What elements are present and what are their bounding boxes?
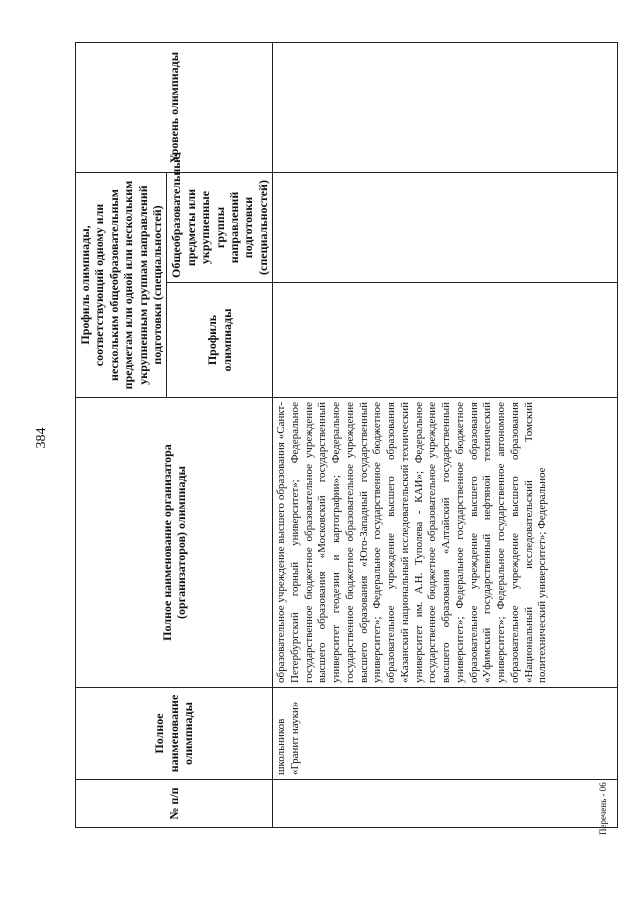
header-subjects: Общеобразовательные предметы или укрупненные группы направлений подготовки (специальностей) [167, 173, 273, 283]
header-profile-group: Профиль олимпиады, соответствующий одному или нескольким общеобразовательным предметам или одной или нескольким укрупненным группам направлений подготовки (специальностей) [76, 173, 167, 398]
cell-profile [273, 283, 618, 398]
cell-olympiad-name: школьников «Гранит науки» [273, 688, 618, 780]
olympiad-table [75, 42, 618, 828]
header-organizer: Полное наименование организатора (организаторов) олимпиады [76, 398, 273, 688]
cell-num [273, 780, 618, 828]
page-number: 384 [34, 427, 49, 449]
header-profile: Профиль олимпиады [167, 283, 273, 398]
olympiad-table-frame [75, 43, 618, 828]
cell-level [273, 43, 618, 173]
header-olympiad-name: Полное наименование олимпиады [76, 688, 273, 780]
cell-organizer: образовательное учреждение высшего образования «Санкт-Петербургский горный университет»; Федеральное государственное бюджетное образовательное учреждение высшего образования «Московский государственный университет геодезии и картографии»; Федеральное государственное бюджетное образовательное учреждение высшего образования «Юго-Западный государственный университет»; Федеральное государственное бюджетное образовательное учреждение высшего образования «Казанский национальный исследовательский технический университет им. А.Н. Туполева - КАИ»; Федеральное государственное бюджетное образовательное учреждение высшего образования «Алтайский государственный университет»; Федеральное государственное бюджетное образовательное учреждение высшего образования «Уфимский государственный нефтяной технический университет»; Федеральное государственное автономное образовательное учреждение высшего образования «Национальный исследовательский Томский политехнический университет»; Федеральное [273, 398, 618, 688]
header-num: № п/п [76, 780, 273, 828]
cell-subjects [273, 173, 618, 283]
header-row-1 [76, 43, 167, 828]
table-row [273, 43, 618, 828]
footer-note: Перечень - 06 [598, 782, 608, 835]
header-level: Уровень олимпиады [76, 43, 273, 173]
